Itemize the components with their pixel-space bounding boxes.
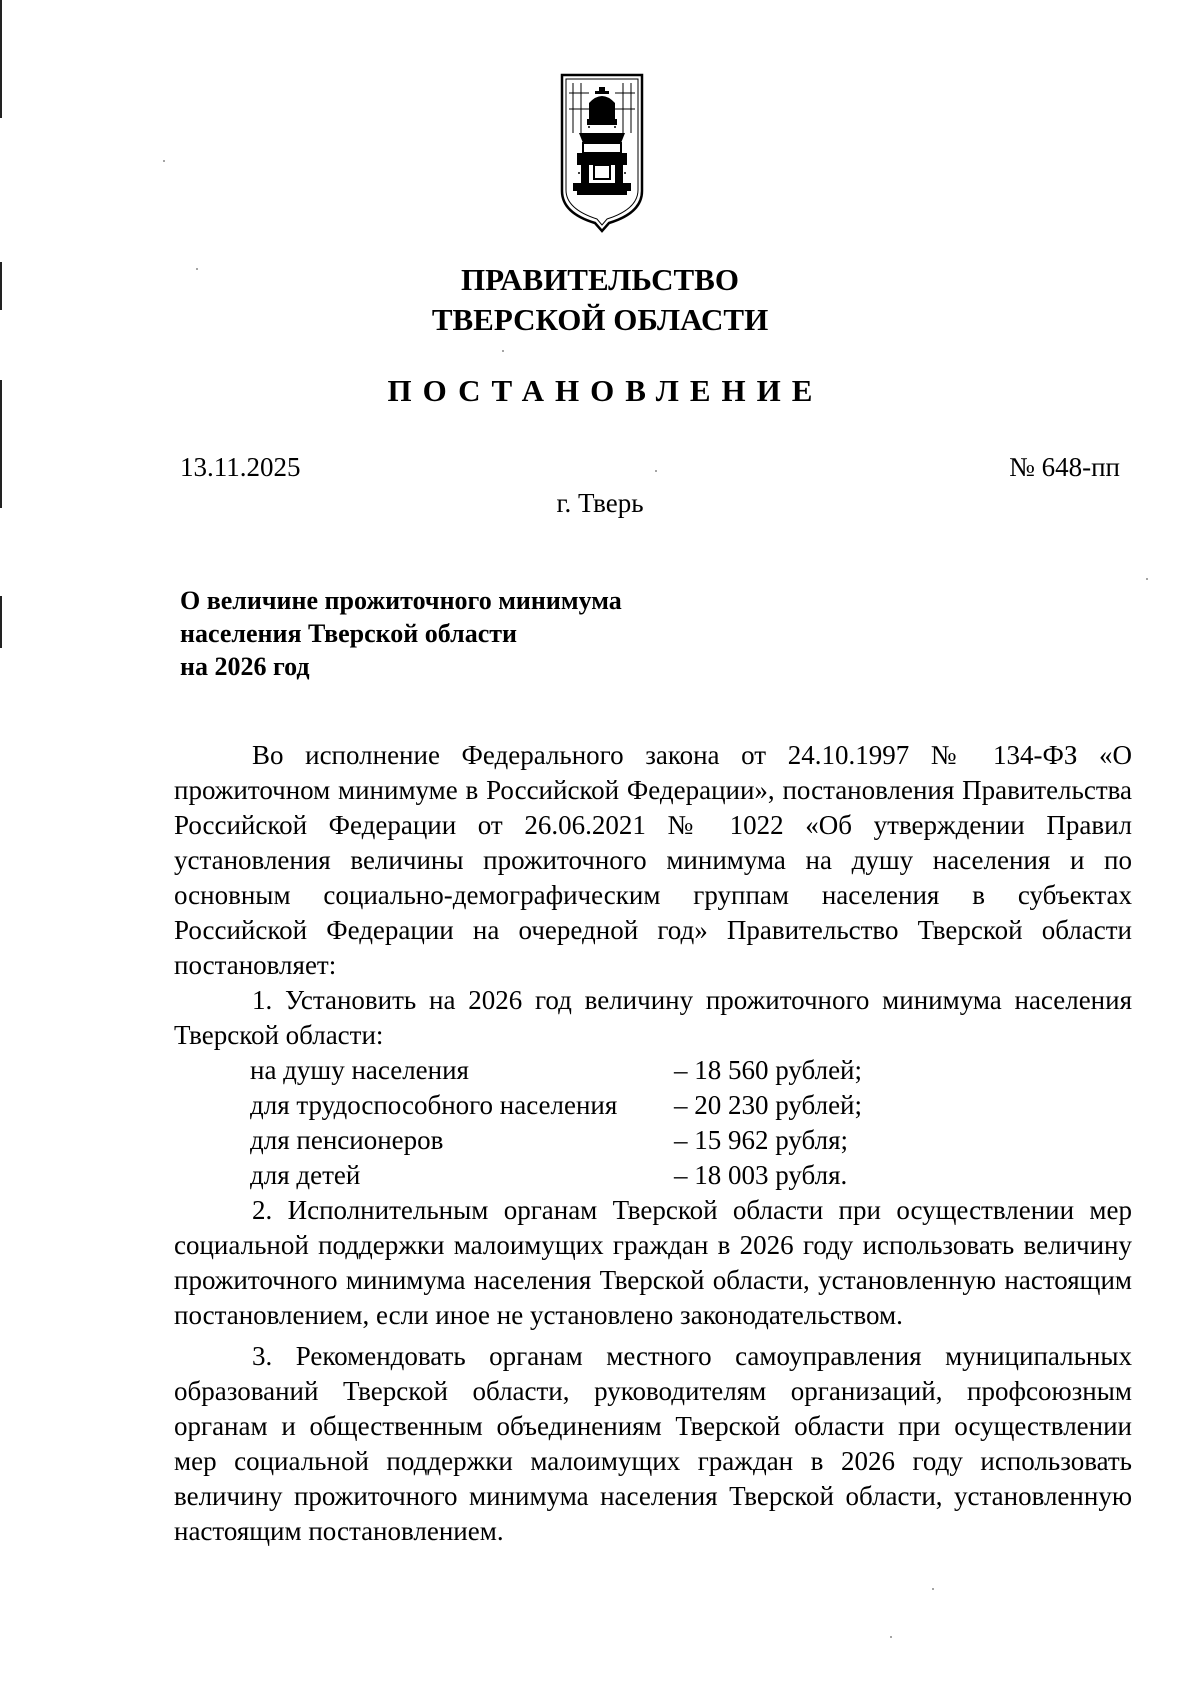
organization-name-line1: ПРАВИТЕЛЬСТВО xyxy=(461,262,739,297)
preamble-paragraph: Во исполнение Федерального закона от 24.10.1997 № 134-ФЗ «О прожиточном минимуме в Российской Федерации», постановления Правительства Российской Федерации от 26.06.2021 № 1022 «Об утверждении Правил установления величины прожиточного минимума на душу населения и по основным социально-демографическим группам населения в субъектах Российской Федерации на очередной год» Правительство Тверской области постановляет: xyxy=(174,740,1132,980)
rate-row xyxy=(174,1123,1132,1158)
document-city: г. Тверь xyxy=(556,488,644,518)
document-date: 13.11.2025 xyxy=(180,452,301,482)
rate-value: – 15 962 рубля; xyxy=(674,1125,848,1155)
subject-line: населения Тверской области xyxy=(180,619,518,648)
item-2-paragraph: 2. Исполнительным органам Тверской области при осуществлении мер социальной поддержки малоимущих граждан в 2026 году использовать величину прожиточного минимума населения Тверской области, установленную настоящим постановлением, если иное не установлено законодательством. xyxy=(174,1195,1132,1330)
subject-line: О величине прожиточного минимума xyxy=(180,586,622,615)
scan-edge-mark xyxy=(0,0,2,118)
item-3-paragraph: 3. Рекомендовать органам местного самоуправления муниципальных образований Тверской области, руководителям организаций, профсоюзным органам и общественным объединениям Тверской области при осуществлении мер социальной поддержки малоимущих граждан в 2026 году использовать величину прожиточного минимума населения Тверской области, установленную настоящим постановлением. xyxy=(174,1341,1132,1546)
scan-speck xyxy=(890,1636,892,1638)
scan-speck xyxy=(502,350,504,352)
document-number: № 648-пп xyxy=(1009,452,1120,482)
scan-speck xyxy=(1146,578,1148,580)
rate-value: – 18 560 рублей; xyxy=(674,1055,863,1085)
document-subject xyxy=(180,584,622,683)
rate-row xyxy=(174,1088,1132,1123)
rate-value: – 20 230 рублей; xyxy=(674,1090,863,1120)
rate-row xyxy=(174,1053,1132,1088)
item-1-paragraph: 1. Установить на 2026 год величину прожиточного минимума населения Тверской области: xyxy=(174,985,1132,1050)
rate-value: – 18 003 рубля. xyxy=(674,1160,848,1190)
rates-list xyxy=(174,1053,1132,1193)
coat-of-arms-emblem xyxy=(559,73,645,233)
scan-speck xyxy=(163,160,165,162)
document-body xyxy=(174,738,1132,1549)
document-type: ПОСТАНОВЛЕНИЕ xyxy=(387,373,824,408)
organization-name-line2: ТВЕРСКОЙ ОБЛАСТИ xyxy=(431,302,769,337)
rate-label: для пенсионеров xyxy=(250,1125,444,1155)
rate-row xyxy=(174,1158,1132,1193)
subject-line: на 2026 год xyxy=(180,652,310,681)
scan-edge-mark xyxy=(0,596,2,648)
scan-speck xyxy=(655,470,657,472)
rate-label: для детей xyxy=(250,1160,361,1190)
rate-label: на душу населения xyxy=(250,1055,469,1085)
rate-label: для трудоспособного населения xyxy=(250,1090,618,1120)
scan-speck xyxy=(932,1588,934,1590)
